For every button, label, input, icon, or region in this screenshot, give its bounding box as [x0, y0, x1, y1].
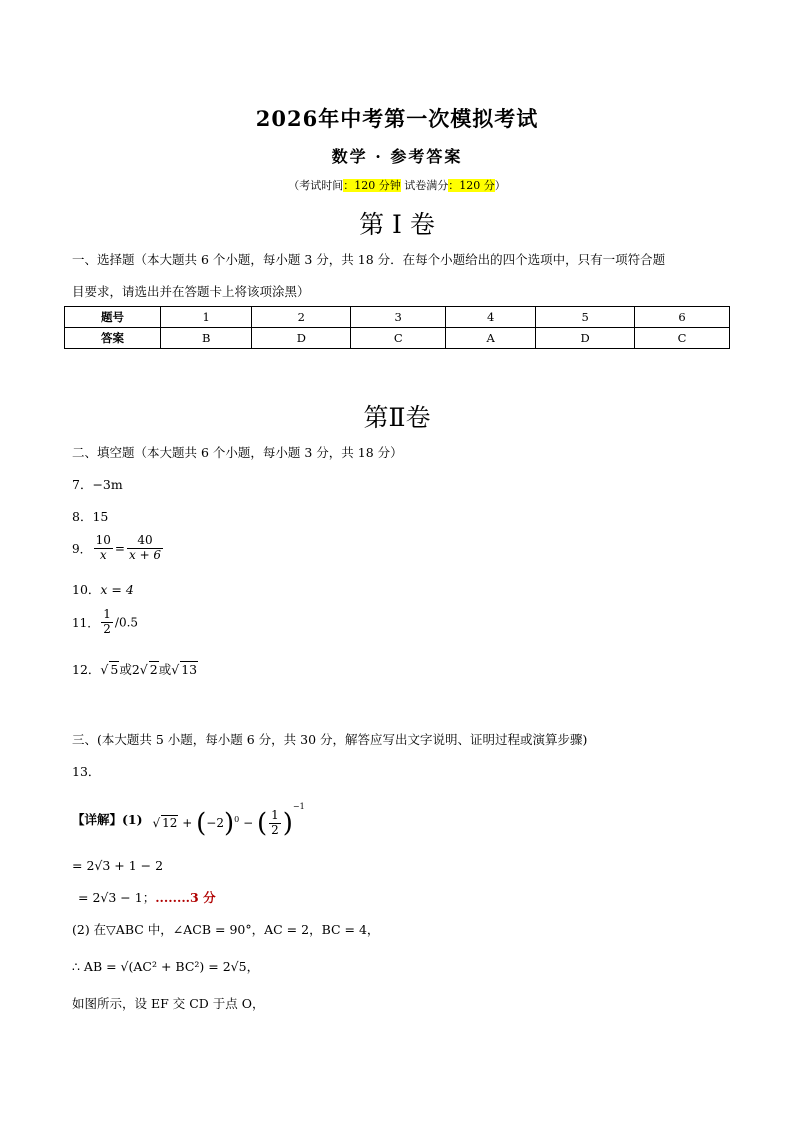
coefficient: 2: [131, 662, 140, 677]
exam-title: 2026年中考第一次模拟考试: [255, 106, 539, 131]
step-2-line: [72, 888, 216, 906]
numerator: 10: [95, 533, 111, 547]
radicand: 13: [181, 662, 198, 677]
exam-info: [0, 177, 794, 193]
denominator: x + 6: [128, 547, 162, 562]
table-cell: 3: [351, 307, 446, 328]
radical-sign: √: [139, 662, 148, 677]
answer-text: −3m: [92, 477, 123, 492]
answer-table: [64, 306, 730, 349]
question-number: 8．: [72, 509, 93, 524]
question-number: 9．: [72, 541, 92, 556]
radical-sign: √: [100, 662, 109, 677]
radical-sign: √: [171, 662, 180, 677]
or-text: 或: [158, 662, 172, 677]
answer-10: [72, 580, 134, 598]
question-number: 11．: [72, 615, 100, 630]
answer-9: [72, 534, 165, 563]
denominator: 2: [103, 621, 111, 636]
score-value: ：120 分: [448, 179, 495, 192]
answer-text: /0.5: [114, 615, 139, 630]
question-number: 7．: [72, 477, 93, 492]
question-number: 10．: [72, 582, 101, 597]
info-suffix: ）: [494, 179, 506, 192]
info-mid: 试卷满分: [400, 179, 449, 192]
table-cell: B: [161, 328, 252, 349]
fraction-left: [94, 534, 113, 563]
or-text: 或: [119, 662, 132, 677]
answer-8: [72, 507, 108, 525]
question-13-number: 13．: [72, 764, 101, 779]
row-label-answer: 答案: [65, 328, 161, 349]
time-value: ：120 分钟: [343, 179, 401, 192]
radicand: 2: [149, 662, 158, 677]
radicand: 5: [110, 662, 119, 677]
section-2-heading: 二、填空题（本大题共 6 个小题，每小题 3 分，共 18 分）: [72, 445, 403, 460]
numerator: 40: [127, 534, 163, 549]
table-row: [65, 328, 730, 349]
table-cell: D: [536, 328, 635, 349]
table-cell: C: [351, 328, 446, 349]
answer-12: [72, 660, 198, 678]
denominator: x: [99, 547, 107, 562]
volume-2-title: 第Ⅱ卷: [363, 403, 431, 432]
table-cell: 6: [635, 307, 730, 328]
numerator: 1: [103, 607, 111, 621]
step-1: = 2√3 + 1 − 2: [72, 858, 164, 873]
table-row: [65, 307, 730, 328]
exam-subtitle: 数学 · 参考答案: [331, 147, 463, 166]
table-cell: 2: [252, 307, 351, 328]
step-2: = 2√3 − 1；: [78, 890, 156, 905]
volume-1-title: 第 I 卷: [359, 210, 435, 239]
section-3-heading: 三、(本大题共 5 小题，每小题 6 分，共 30 分，解答应写出文字说明、证明过程或演算步骤): [72, 732, 588, 747]
detail-label: 【详解】(1): [72, 811, 143, 827]
answer-11: [72, 608, 138, 637]
score-mark: ........3 分: [155, 890, 216, 905]
part-2: (2) 在▽ABC 中，∠ACB = 90°，AC = 2，BC = 4，: [72, 922, 380, 937]
expression-part-1: √ $12 + (-2)^0$ − ( $\frac{1}{2}$ )$^{-1}$: [152, 802, 305, 839]
question-number: 12．: [72, 662, 101, 677]
table-cell: 5: [536, 307, 635, 328]
table-cell: 4: [446, 307, 536, 328]
equals-sign: =: [114, 541, 125, 556]
table-cell: 1: [161, 307, 252, 328]
section-1-line-2: 目要求，请选出并在答题卡上将该项涂黑）: [72, 284, 310, 299]
table-cell: D: [252, 328, 351, 349]
table-cell: A: [446, 328, 536, 349]
answer-7: [72, 475, 123, 493]
section-1-line-1: 一、选择题（本大题共 6 个小题，每小题 3 分，共 18 分．在每个小题给出的四个选项中，只有一项符合题: [72, 252, 666, 267]
fraction-half: [101, 608, 113, 637]
answer-text: x = 4: [100, 582, 134, 597]
info-prefix: （考试时间: [288, 179, 344, 192]
table-cell: C: [635, 328, 730, 349]
part-2-figure: 如图所示，设 EF 交 CD 于点 O，: [72, 996, 265, 1011]
part-2-result: ∴ AB = √(AC² + BC²) = 2√5，: [72, 959, 260, 974]
fraction-right: [127, 534, 163, 563]
answer-text: 15: [92, 509, 109, 524]
detail-line: [72, 802, 305, 839]
row-label-number: 题号: [65, 307, 161, 328]
